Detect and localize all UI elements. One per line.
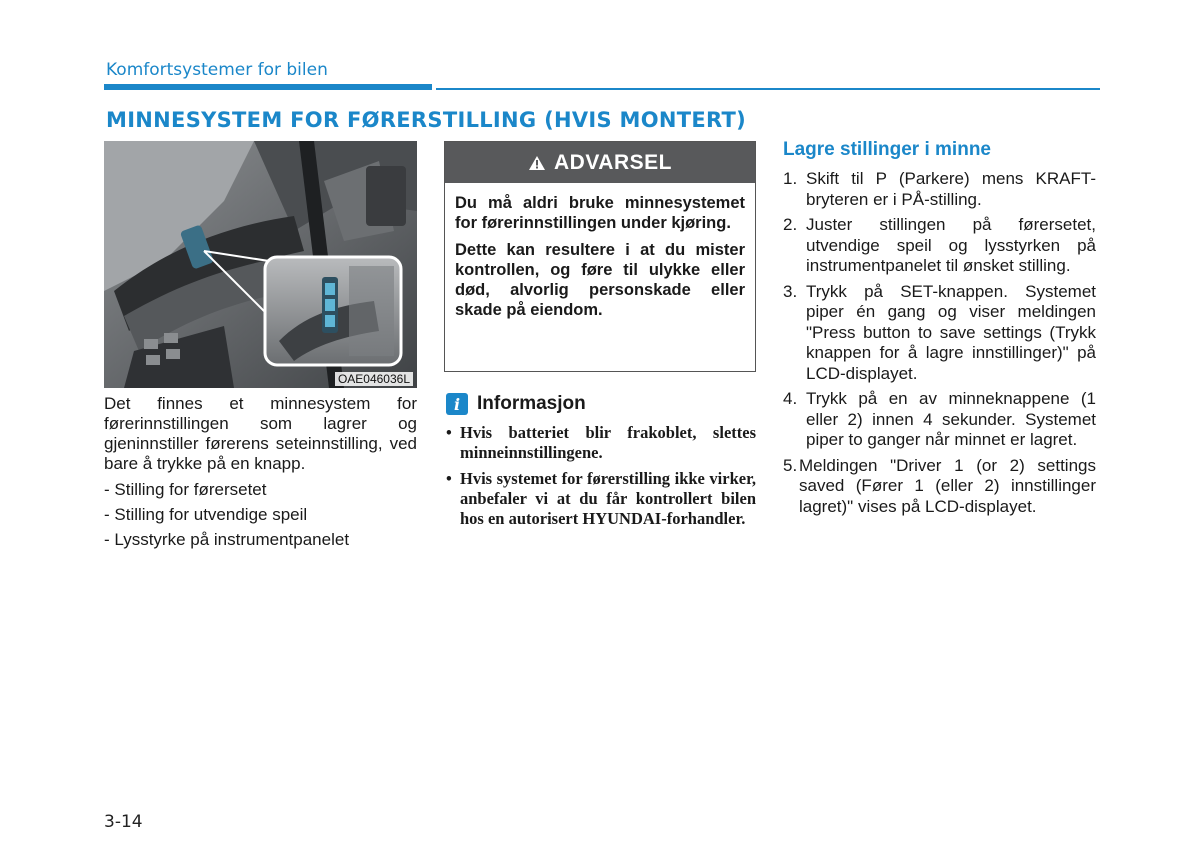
- info-heading: [446, 393, 586, 415]
- door-panel-photo: [104, 141, 417, 388]
- step-text: Meldingen "Driver 1 (or 2) settings saved (Fører 1 (eller 2) innstillinger lagret)" vises på LCD-displayet.: [799, 455, 1096, 516]
- step-item: [783, 389, 1096, 451]
- info-icon: i: [446, 393, 468, 415]
- step-number: 4.: [783, 389, 798, 408]
- info-bullet: [444, 469, 756, 529]
- step-text: Skift til P (Parkere) mens KRAFT-bryteren er i PÅ-stilling.: [806, 169, 1096, 209]
- warning-header: [445, 142, 755, 183]
- door-illustration: [104, 141, 417, 388]
- warning-body: [445, 183, 755, 320]
- step-item: [783, 169, 1096, 210]
- list-item: - Stilling for førersetet: [104, 480, 267, 499]
- intro-text: Det finnes et minnesystem for førerinnstillingen som lagrer og gjeninnstiller førerens seteinnstilling, ved bare å trykke på en knapp.: [104, 394, 417, 473]
- page-number: 3-14: [104, 812, 143, 832]
- step-item: [783, 282, 1096, 385]
- step-number: 1.: [783, 169, 798, 188]
- step-text: Trykk på SET-knappen. Systemet piper én gang og viser meldingen "Press button to save settings (Trykk knappen for å lagre innstillinger)" på LCD-displayet.: [806, 281, 1096, 383]
- info-bullet-text: Hvis systemet for førerstilling ikke virker, anbefaler vi at du får kontrollert bilen hos en autorisert HYUNDAI-forhandler.: [460, 469, 756, 528]
- warning-triangle-icon: [528, 155, 546, 171]
- section-label: Komfortsystemer for bilen: [106, 60, 328, 80]
- warning-box: [444, 141, 756, 372]
- step-number: 5.: [783, 455, 798, 475]
- bullet-icon: •: [446, 423, 452, 442]
- header-rule-thin: [436, 88, 1100, 90]
- warning-paragraph: Du må aldri bruke minnesystemet for førerinnstillingen under kjøring.: [455, 194, 745, 232]
- figure-code: OAE046036L: [335, 372, 413, 386]
- list-item: - Lysstyrke på instrumentpanelet: [104, 530, 350, 549]
- warning-title: ADVARSEL: [554, 150, 672, 174]
- info-bullet-text: Hvis batteriet blir frakoblet, slettes minneinnstillingene.: [460, 423, 756, 462]
- step-text: Juster stillingen på førersetet, utvendige speil og lysstyrken på instrumentpanelet til ønsket stilling.: [806, 215, 1096, 275]
- info-title: Informasjon: [477, 393, 586, 414]
- step-number: 2.: [783, 215, 798, 234]
- info-list: [444, 423, 756, 535]
- bullet-icon: •: [446, 469, 452, 488]
- step-item: [783, 456, 1096, 518]
- page-title: MINNESYSTEM FOR FØRERSTILLING (HVIS MONTERT): [106, 108, 747, 132]
- step-item: [783, 215, 1096, 277]
- intro-section: [104, 394, 417, 555]
- steps-list: [783, 169, 1096, 522]
- steps-title: Lagre stillinger i minne: [783, 139, 991, 160]
- list-item: - Stilling for utvendige speil: [104, 505, 308, 524]
- header-rule-thick: [104, 84, 432, 90]
- warning-paragraph: Dette kan resultere i at du mister kontrollen, og føre til ulykke eller død, alvorlig personskade eller skade på eiendom.: [455, 241, 745, 319]
- step-text: Trykk på en av minneknappene (1 eller 2) innen 4 sekunder. Systemet piper to ganger når minnet er lagret.: [806, 389, 1096, 449]
- info-bullet: [444, 423, 756, 463]
- step-number: 3.: [783, 281, 798, 301]
